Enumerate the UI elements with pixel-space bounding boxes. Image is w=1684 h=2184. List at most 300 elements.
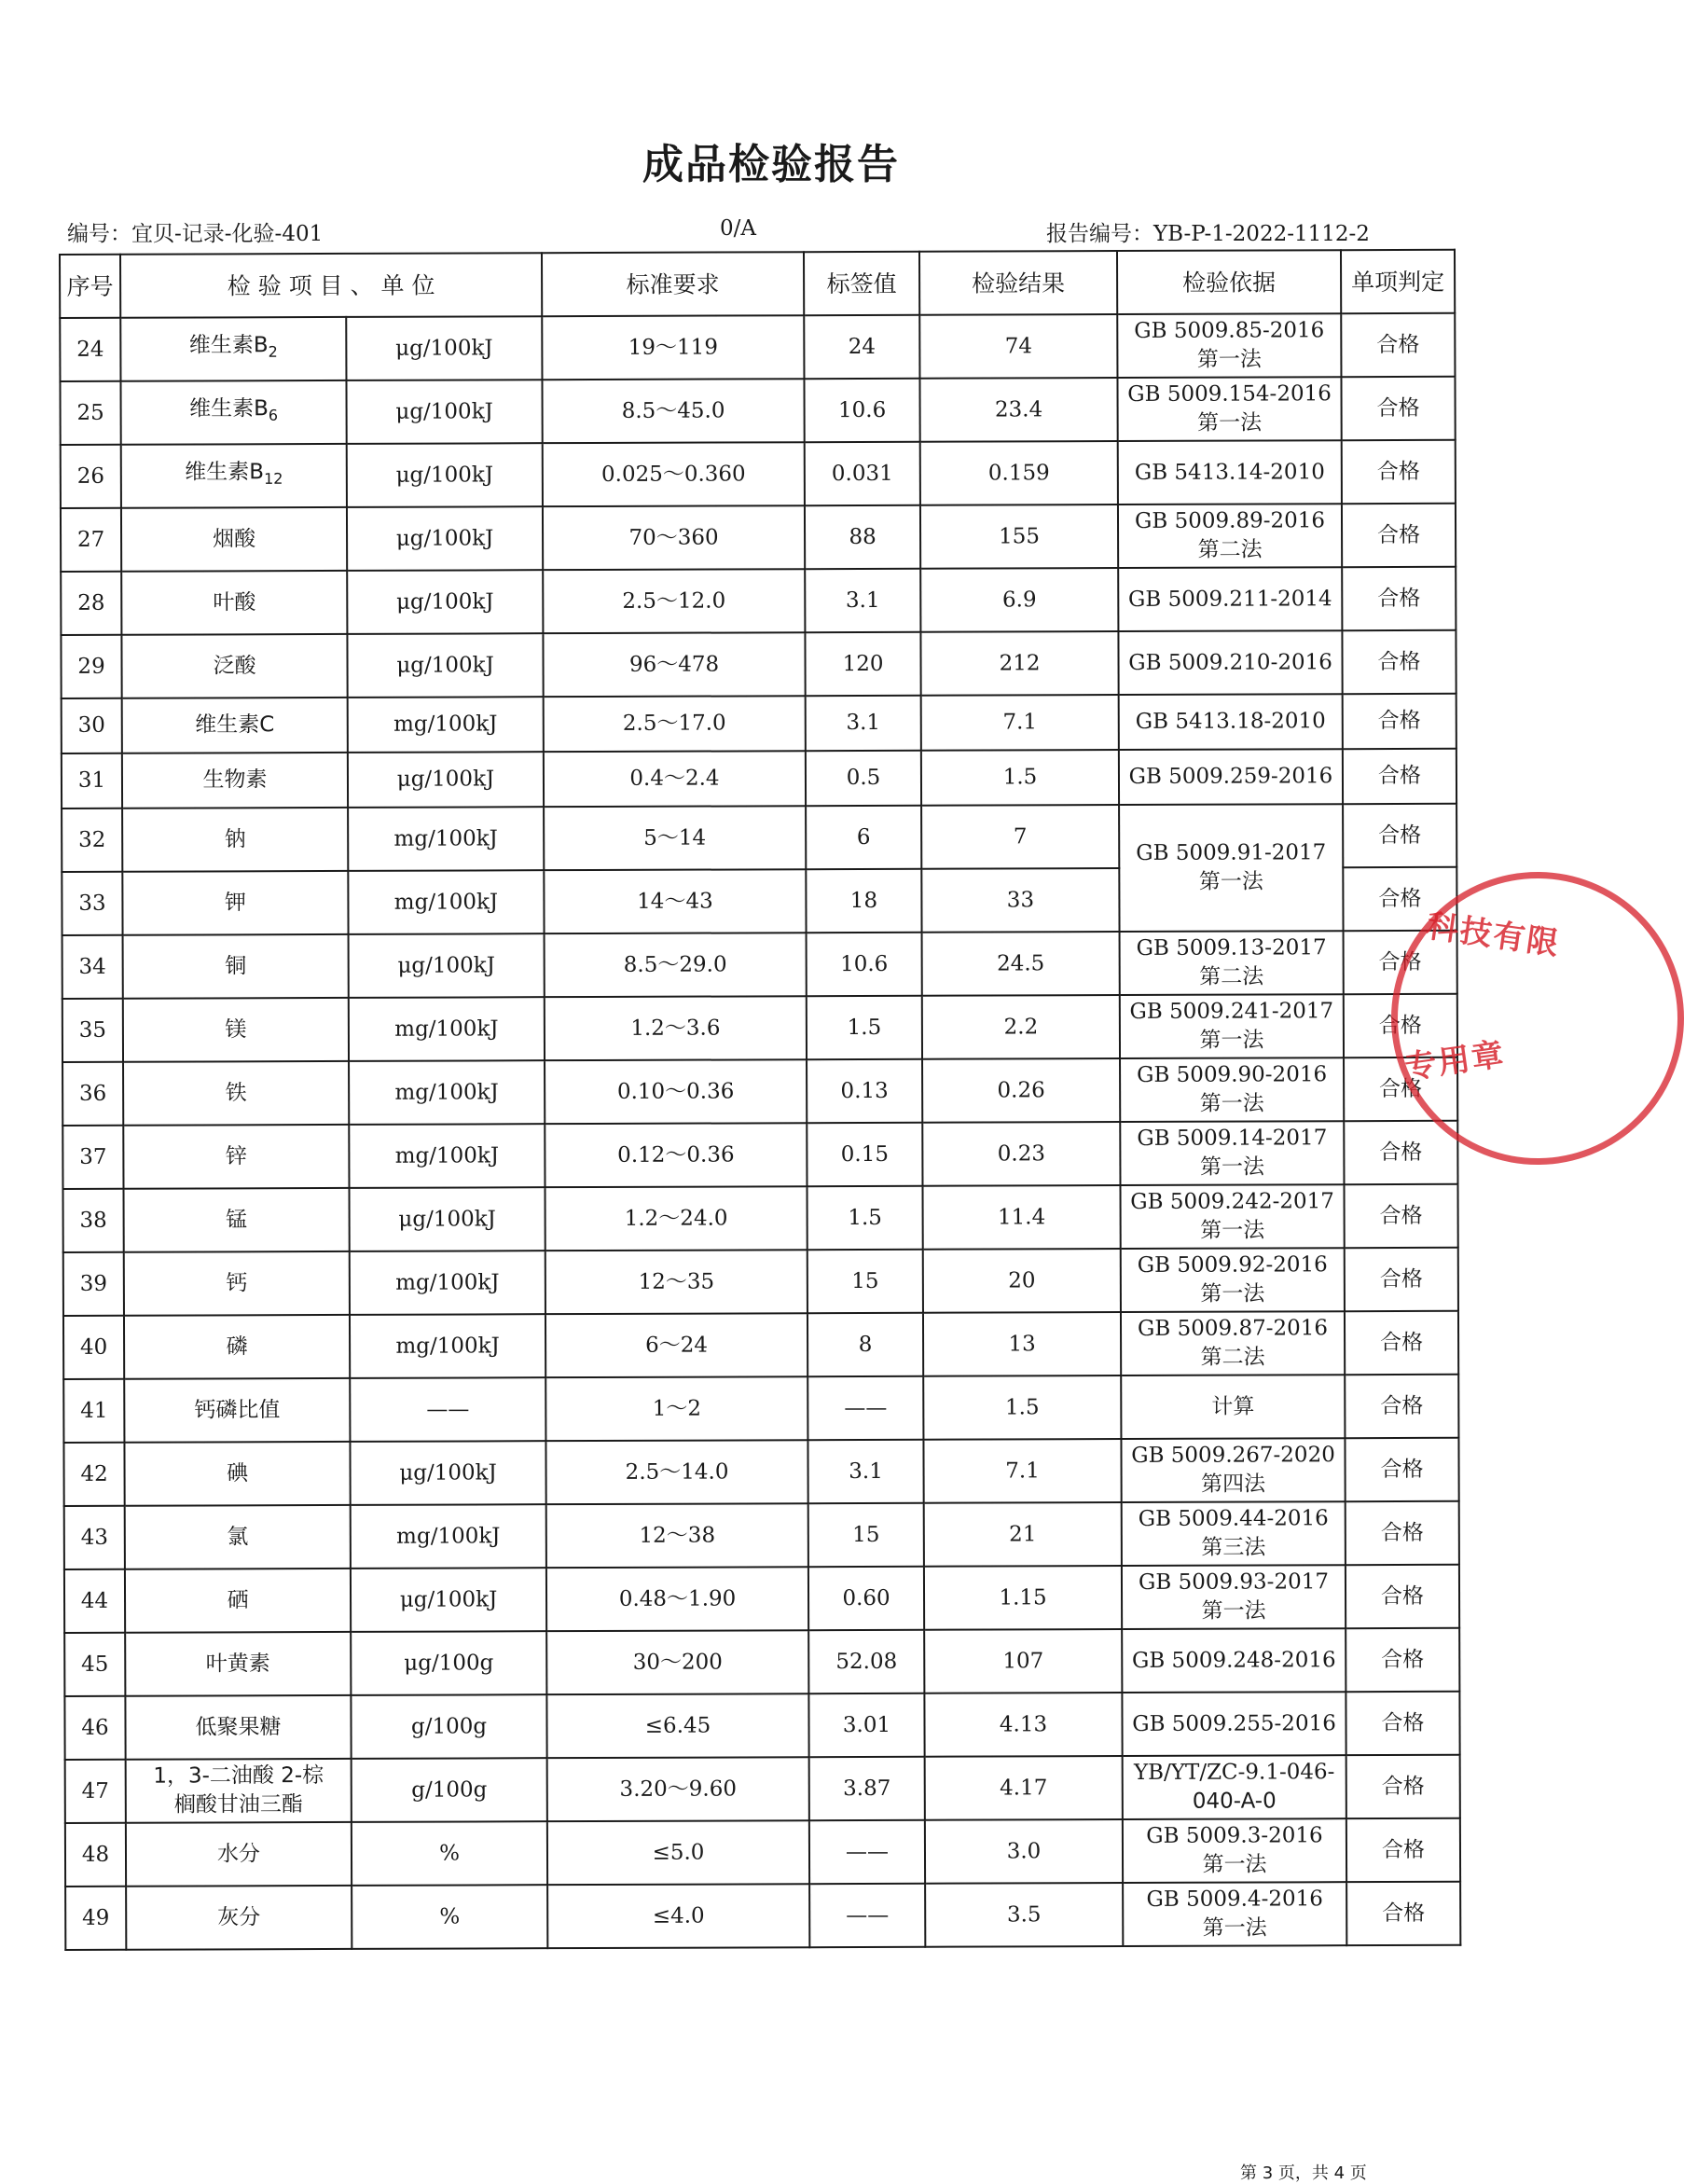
cell-method xyxy=(1118,504,1342,568)
cell-method xyxy=(1123,1818,1346,1883)
cell-judgement: 合格 xyxy=(1343,867,1456,931)
table-row xyxy=(60,313,1455,381)
cell-result: 21 xyxy=(924,1502,1122,1567)
method-line-1: GB 5009.4-2016 xyxy=(1146,1887,1323,1912)
method-line-2: 第二法 xyxy=(1197,537,1263,562)
item-name-text: 泛酸 xyxy=(213,653,256,678)
cell-method xyxy=(1122,1628,1346,1693)
cell-unit: μg/100kJ xyxy=(346,380,542,444)
cell-method xyxy=(1120,1057,1344,1122)
cell-label-value: 3.1 xyxy=(806,696,921,751)
cell-result: 4.17 xyxy=(925,1756,1123,1820)
cell-item-name xyxy=(120,380,346,445)
cell-label-value: 3.1 xyxy=(805,569,920,632)
cell-item-name xyxy=(121,571,347,635)
method-line-1: YB/YT/ZC-9.1-046- xyxy=(1133,1760,1335,1785)
cell-method xyxy=(1121,1311,1345,1375)
item-name-text: 1，3-二油酸 2-棕 xyxy=(153,1763,324,1789)
method-line-1: GB 5009.89-2016 xyxy=(1134,508,1326,533)
cell-method xyxy=(1123,1755,1346,1819)
table-row xyxy=(65,1818,1460,1887)
cell-standard: 14～43 xyxy=(544,869,806,933)
cell-unit: μg/100g xyxy=(351,1631,546,1695)
cell-standard: 0.48～1.90 xyxy=(546,1567,808,1631)
cell-item-name xyxy=(122,871,348,935)
cell-judgement: 合格 xyxy=(1346,1882,1460,1945)
cell-judgement: 合格 xyxy=(1344,1121,1457,1184)
cell-unit: μg/100kJ xyxy=(351,1568,546,1632)
item-name-text: 铜 xyxy=(225,953,247,978)
item-name-text: 硒 xyxy=(227,1587,249,1612)
table-row xyxy=(65,1882,1460,1950)
item-name-text: 钙 xyxy=(226,1270,248,1295)
cell-unit: μg/100kJ xyxy=(347,570,543,634)
method-line-1: 计算 xyxy=(1211,1394,1255,1419)
cell-result: 155 xyxy=(920,505,1118,569)
cell-item-name xyxy=(123,1125,349,1189)
cell-seq: 36 xyxy=(62,1062,123,1126)
cell-label-value: 0.15 xyxy=(807,1123,922,1186)
cell-item-name xyxy=(126,1759,352,1823)
cell-judgement: 合格 xyxy=(1346,1565,1459,1628)
cell-method xyxy=(1121,1438,1345,1502)
cell-label-value: 0.60 xyxy=(808,1567,924,1630)
cell-method xyxy=(1117,313,1341,378)
table-row xyxy=(60,377,1455,445)
method-line-1: GB 5009.267-2020 xyxy=(1131,1443,1335,1468)
cell-judgement: 合格 xyxy=(1344,1184,1457,1248)
cell-seq: 47 xyxy=(65,1760,126,1823)
cell-standard: 96～478 xyxy=(543,632,805,697)
report-number: 报告编号：YB-P-1-2022-1112-2 xyxy=(1046,222,1370,246)
cell-item-name xyxy=(123,1061,349,1126)
cell-item-name xyxy=(121,507,347,572)
method-line-1: GB 5009.3-2016 xyxy=(1146,1823,1323,1848)
cell-item-name xyxy=(121,444,347,508)
cell-seq: 25 xyxy=(60,381,120,445)
cell-seq: 49 xyxy=(65,1887,126,1950)
header-standard: 标准要求 xyxy=(542,252,804,316)
cell-seq: 43 xyxy=(64,1506,125,1569)
method-line-2: 第一法 xyxy=(1201,1598,1266,1624)
item-name-line2: 榈酸甘油三酯 xyxy=(173,1792,303,1818)
cell-judgement: 合格 xyxy=(1346,1501,1459,1565)
cell-judgement: 合格 xyxy=(1342,504,1456,567)
method-line-2: 第三法 xyxy=(1201,1535,1266,1560)
cell-label-value: 3.1 xyxy=(807,1440,923,1503)
cell-standard: 30～200 xyxy=(546,1630,808,1694)
cell-seq: 26 xyxy=(61,445,121,508)
cell-result: 3.5 xyxy=(925,1883,1123,1947)
table-body xyxy=(60,313,1460,1950)
cell-unit: mg/100kJ xyxy=(348,870,544,934)
method-line-1: GB 5009.90-2016 xyxy=(1137,1062,1328,1087)
cell-method xyxy=(1120,1184,1344,1249)
cell-method xyxy=(1122,1501,1346,1566)
cell-unit: mg/100kJ xyxy=(348,697,544,753)
cell-item-name xyxy=(121,634,347,698)
item-name-text: 锰 xyxy=(226,1207,248,1232)
table-row xyxy=(61,567,1456,635)
method-line-2: 第一法 xyxy=(1200,1281,1265,1306)
cell-unit: μg/100kJ xyxy=(348,752,544,808)
cell-unit: μg/100kJ xyxy=(349,933,545,998)
cell-unit: μg/100kJ xyxy=(349,1187,545,1251)
cell-unit: mg/100kJ xyxy=(348,807,544,871)
cell-unit: mg/100kJ xyxy=(351,1504,546,1569)
item-name-subscript: 6 xyxy=(268,406,279,425)
table-row xyxy=(62,994,1457,1062)
cell-item-name xyxy=(126,1822,352,1887)
table-row xyxy=(64,1565,1459,1633)
cell-result: 0.23 xyxy=(922,1122,1120,1186)
item-name-text: 氯 xyxy=(227,1524,249,1549)
item-name-text: 磷 xyxy=(226,1334,248,1359)
cell-judgement: 合格 xyxy=(1342,567,1456,630)
cell-seq: 41 xyxy=(63,1379,124,1443)
cell-standard: 0.025～0.360 xyxy=(543,442,805,506)
page-footer: 第 3 页，共 4 页 xyxy=(1240,2163,1367,2183)
cell-seq: 42 xyxy=(63,1443,124,1506)
cell-result: 20 xyxy=(923,1249,1121,1313)
method-line-1: GB 5009.259-2016 xyxy=(1128,764,1333,789)
cell-result: 7.1 xyxy=(921,695,1119,751)
header-method: 检验依据 xyxy=(1117,250,1341,314)
cell-result: 1.5 xyxy=(923,1375,1121,1440)
cell-method xyxy=(1118,567,1342,631)
cell-judgement: 合格 xyxy=(1345,1311,1458,1375)
method-line-2: 第一法 xyxy=(1199,1028,1264,1053)
table-row xyxy=(62,931,1457,999)
cell-item-name xyxy=(124,1378,350,1443)
table-row xyxy=(62,804,1456,872)
item-name-text: 钾 xyxy=(224,890,246,915)
method-line-1: GB 5009.91-2017 xyxy=(1136,840,1327,865)
cell-standard: ≤6.45 xyxy=(546,1693,808,1758)
header-item-unit: 检 验 项 目 、 单 位 xyxy=(120,253,542,318)
cell-label-value: 15 xyxy=(808,1503,924,1567)
cell-seq: 24 xyxy=(60,318,120,381)
item-name-text: 钠 xyxy=(224,826,246,851)
cell-method xyxy=(1119,749,1343,805)
cell-result: 212 xyxy=(920,631,1118,696)
cell-label-value: 0.031 xyxy=(805,442,920,505)
report-title: 成品检验报告 xyxy=(642,141,900,188)
cell-item-name xyxy=(124,1251,350,1316)
cell-seq: 35 xyxy=(62,999,123,1062)
cell-judgement: 合格 xyxy=(1343,804,1456,867)
cell-judgement: 合格 xyxy=(1343,749,1456,804)
cell-method xyxy=(1118,440,1342,505)
table-row xyxy=(62,749,1456,809)
cell-label-value: 6 xyxy=(806,806,921,869)
cell-unit: μg/100kJ xyxy=(347,633,543,698)
stamp-text-bottom: 专用章 xyxy=(1402,1035,1508,1087)
cell-unit: % xyxy=(352,1885,547,1949)
table-row xyxy=(61,504,1456,572)
cell-result: 24.5 xyxy=(922,932,1120,996)
cell-label-value: 52.08 xyxy=(808,1630,924,1693)
method-line-2: 第一法 xyxy=(1196,347,1262,372)
cell-standard: 2.5～12.0 xyxy=(543,569,805,633)
cell-unit: g/100g xyxy=(351,1694,546,1759)
cell-seq: 31 xyxy=(62,753,122,809)
cell-standard: 5～14 xyxy=(544,806,806,870)
cell-judgement: 合格 xyxy=(1343,694,1456,749)
cell-seq: 33 xyxy=(62,872,122,935)
cell-result: 1.5 xyxy=(921,750,1119,806)
cell-standard: 6～24 xyxy=(545,1313,807,1377)
cell-standard: 1～2 xyxy=(545,1376,807,1441)
table-row xyxy=(63,1438,1458,1506)
header-label-value: 标签值 xyxy=(804,252,919,315)
cell-unit: mg/100kJ xyxy=(350,1251,545,1315)
method-line-1: GB 5009.255-2016 xyxy=(1132,1710,1336,1736)
cell-method xyxy=(1119,694,1343,750)
cell-method xyxy=(1119,804,1343,932)
method-line-1: GB 5009.44-2016 xyxy=(1138,1506,1329,1531)
table-row xyxy=(61,630,1456,698)
method-line-1: GB 5009.210-2016 xyxy=(1128,649,1332,675)
cell-seq: 39 xyxy=(63,1252,124,1316)
cell-judgement: 合格 xyxy=(1346,1692,1459,1755)
cell-item-name xyxy=(120,317,346,381)
cell-result: 0.26 xyxy=(922,1058,1120,1123)
method-line-1: GB 5009.14-2017 xyxy=(1137,1126,1328,1151)
cell-standard: 70～360 xyxy=(543,505,805,570)
cell-label-value: 0.5 xyxy=(806,751,921,806)
cell-result: 7.1 xyxy=(923,1439,1121,1503)
cell-standard: 8.5～29.0 xyxy=(545,933,807,997)
cell-item-name xyxy=(125,1695,351,1760)
cell-item-name xyxy=(124,1188,350,1252)
cell-result: 2.2 xyxy=(922,995,1120,1059)
table-row xyxy=(62,1121,1457,1189)
header-result: 检验结果 xyxy=(919,251,1117,315)
item-name-text: 维生素B xyxy=(189,396,269,422)
item-name-text: 维生素B xyxy=(188,333,269,358)
cell-standard: 12～35 xyxy=(545,1250,807,1314)
cell-item-name xyxy=(123,934,349,999)
table-row xyxy=(63,1184,1458,1252)
table-row xyxy=(63,1311,1458,1379)
cell-label-value: 88 xyxy=(805,505,920,569)
cell-seq: 30 xyxy=(62,698,122,753)
cell-label-value: —— xyxy=(809,1884,925,1947)
cell-item-name xyxy=(122,753,348,809)
cell-result: 107 xyxy=(924,1629,1122,1693)
cell-method xyxy=(1122,1692,1346,1756)
cell-seq: 28 xyxy=(61,572,121,635)
cell-method xyxy=(1120,1121,1344,1185)
cell-judgement: 合格 xyxy=(1345,1375,1458,1438)
cell-standard: 3.20～9.60 xyxy=(547,1757,809,1821)
cell-label-value: 24 xyxy=(804,315,919,379)
cell-seq: 44 xyxy=(64,1569,125,1633)
method-line-1: GB 5009.92-2016 xyxy=(1137,1252,1328,1278)
cell-judgement: 合格 xyxy=(1346,1818,1460,1882)
table-row xyxy=(61,440,1456,508)
cell-result: 23.4 xyxy=(919,378,1117,442)
cell-standard: 12～38 xyxy=(546,1503,808,1568)
cell-judgement: 合格 xyxy=(1342,440,1456,504)
cell-result: 1.15 xyxy=(924,1566,1122,1630)
cell-seq: 46 xyxy=(64,1696,125,1760)
cell-unit: mg/100kJ xyxy=(349,1124,545,1188)
cell-standard: 8.5～45.0 xyxy=(542,379,804,443)
cell-standard: 0.10～0.36 xyxy=(545,1059,807,1124)
cell-label-value: 120 xyxy=(805,632,920,696)
cell-result: 33 xyxy=(921,868,1119,933)
item-name-text: 生物素 xyxy=(202,767,268,793)
cell-label-value: 18 xyxy=(806,869,921,933)
cell-judgement: 合格 xyxy=(1345,1248,1458,1311)
method-line-1: GB 5009.13-2017 xyxy=(1136,935,1327,961)
item-name-text: 镁 xyxy=(225,1016,247,1042)
cell-method xyxy=(1117,377,1341,441)
cell-label-value: 10.6 xyxy=(804,379,919,442)
cell-item-name xyxy=(123,998,349,1062)
method-line-1: GB 5009.93-2017 xyxy=(1138,1569,1330,1595)
cell-unit: μg/100kJ xyxy=(350,1441,545,1505)
cell-result: 7 xyxy=(921,805,1119,869)
cell-label-value: 3.01 xyxy=(808,1693,924,1757)
method-line-2: 040-A-0 xyxy=(1192,1789,1277,1814)
cell-unit: g/100g xyxy=(352,1758,547,1822)
cell-method xyxy=(1122,1565,1346,1629)
cell-unit: μg/100kJ xyxy=(347,506,543,571)
method-line-1: GB 5009.87-2016 xyxy=(1137,1316,1329,1341)
cell-result: 74 xyxy=(919,314,1117,379)
cell-standard: 2.5～17.0 xyxy=(544,696,806,752)
document-version: 0/A xyxy=(720,216,756,241)
inspection-table xyxy=(59,249,1461,1951)
method-line-1: GB 5009.248-2016 xyxy=(1131,1647,1336,1673)
item-name-text: 低聚果糖 xyxy=(195,1714,282,1739)
cell-result: 4.13 xyxy=(924,1693,1122,1757)
cell-judgement: 合格 xyxy=(1341,377,1455,440)
cell-method xyxy=(1120,931,1344,995)
item-name-text: 碘 xyxy=(227,1460,249,1486)
header-judgement: 单项判定 xyxy=(1341,250,1455,313)
cell-label-value: 15 xyxy=(807,1250,923,1313)
table-row xyxy=(62,1057,1457,1126)
cell-item-name xyxy=(122,698,348,753)
cell-item-name xyxy=(125,1505,351,1569)
cell-judgement: 合格 xyxy=(1345,1438,1458,1501)
item-name-text: 钙磷比值 xyxy=(194,1397,281,1423)
cell-label-value: 3.87 xyxy=(809,1757,925,1820)
cell-judgement: 合格 xyxy=(1344,1057,1457,1121)
cell-standard: ≤4.0 xyxy=(547,1884,809,1948)
method-line-2: 第一法 xyxy=(1199,1091,1264,1116)
cell-item-name xyxy=(124,1315,350,1379)
cell-unit: mg/100kJ xyxy=(349,997,545,1061)
cell-judgement: 合格 xyxy=(1346,1628,1459,1692)
cell-label-value: 1.5 xyxy=(807,996,922,1059)
method-line-1: GB 5009.241-2017 xyxy=(1129,999,1334,1024)
cell-result: 11.4 xyxy=(922,1185,1120,1250)
cell-judgement: 合格 xyxy=(1344,994,1457,1057)
cell-label-value: 8 xyxy=(807,1313,923,1376)
cell-standard: 1.2～3.6 xyxy=(545,996,807,1060)
stamp-text-top: 科技有限 xyxy=(1424,907,1563,963)
method-line-2: 第一法 xyxy=(1197,410,1263,435)
cell-label-value: 0.13 xyxy=(807,1059,922,1123)
method-line-2: 第一法 xyxy=(1202,1852,1267,1877)
item-name-text: 铁 xyxy=(225,1080,247,1105)
document-number: 编号：宜贝-记录-化验-401 xyxy=(67,222,324,246)
cell-judgement: 合格 xyxy=(1346,1755,1460,1818)
cell-seq: 34 xyxy=(62,935,123,999)
cell-standard: 1.2～24.0 xyxy=(545,1186,807,1251)
method-line-2: 第一法 xyxy=(1199,1154,1264,1180)
table-row xyxy=(63,1375,1458,1443)
method-line-2: 第四法 xyxy=(1201,1472,1266,1497)
header-seq: 序号 xyxy=(60,255,120,318)
cell-seq: 45 xyxy=(64,1633,125,1696)
cell-standard: 2.5～14.0 xyxy=(545,1440,807,1504)
table-row xyxy=(62,694,1456,753)
cell-unit: % xyxy=(352,1821,547,1886)
method-line-1: GB 5009.211-2014 xyxy=(1127,586,1332,612)
cell-item-name xyxy=(126,1886,352,1950)
cell-method xyxy=(1121,1375,1345,1439)
cell-standard: 0.12～0.36 xyxy=(545,1123,807,1187)
item-name-text: 维生素B xyxy=(185,460,265,485)
table-row xyxy=(65,1755,1460,1823)
method-line-1: GB 5009.154-2016 xyxy=(1127,381,1332,407)
cell-method xyxy=(1123,1882,1346,1946)
cell-result: 3.0 xyxy=(925,1819,1123,1884)
table-row xyxy=(64,1501,1459,1569)
cell-method xyxy=(1118,630,1342,695)
cell-item-name xyxy=(124,1442,350,1506)
cell-judgement: 合格 xyxy=(1341,313,1455,377)
item-name-text: 灰分 xyxy=(217,1904,261,1929)
method-line-1: GB 5009.85-2016 xyxy=(1134,318,1325,343)
cell-item-name xyxy=(125,1569,351,1633)
cell-unit: μg/100kJ xyxy=(346,316,542,380)
cell-seq: 32 xyxy=(62,809,122,872)
item-name-subscript: 12 xyxy=(264,469,283,489)
cell-seq: 38 xyxy=(63,1189,124,1252)
cell-judgement: 合格 xyxy=(1342,630,1456,694)
table-row xyxy=(64,1628,1459,1696)
cell-unit: μg/100kJ xyxy=(347,443,543,507)
method-line-2: 第二法 xyxy=(1199,964,1264,989)
cell-standard: 0.4～2.4 xyxy=(544,751,806,807)
method-line-1: GB 5009.242-2017 xyxy=(1130,1189,1334,1214)
cell-seq: 48 xyxy=(65,1823,126,1887)
method-line-1: GB 5413.18-2010 xyxy=(1135,709,1326,734)
item-name-text: 水分 xyxy=(216,1841,261,1866)
cell-unit: mg/100kJ xyxy=(349,1060,545,1125)
cell-label-value: —— xyxy=(807,1376,923,1440)
cell-standard: 19～119 xyxy=(542,315,804,380)
cell-method xyxy=(1120,994,1344,1058)
item-name-text: 叶酸 xyxy=(213,589,256,615)
cell-item-name xyxy=(125,1632,351,1696)
cell-unit: —— xyxy=(350,1377,545,1442)
cell-result: 6.9 xyxy=(920,568,1118,632)
cell-unit: mg/100kJ xyxy=(350,1314,545,1378)
cell-seq: 37 xyxy=(62,1126,123,1189)
cell-seq: 27 xyxy=(61,508,121,572)
cell-item-name xyxy=(122,808,348,872)
cell-label-value: 1.5 xyxy=(807,1186,922,1250)
cell-standard: ≤5.0 xyxy=(547,1820,809,1885)
